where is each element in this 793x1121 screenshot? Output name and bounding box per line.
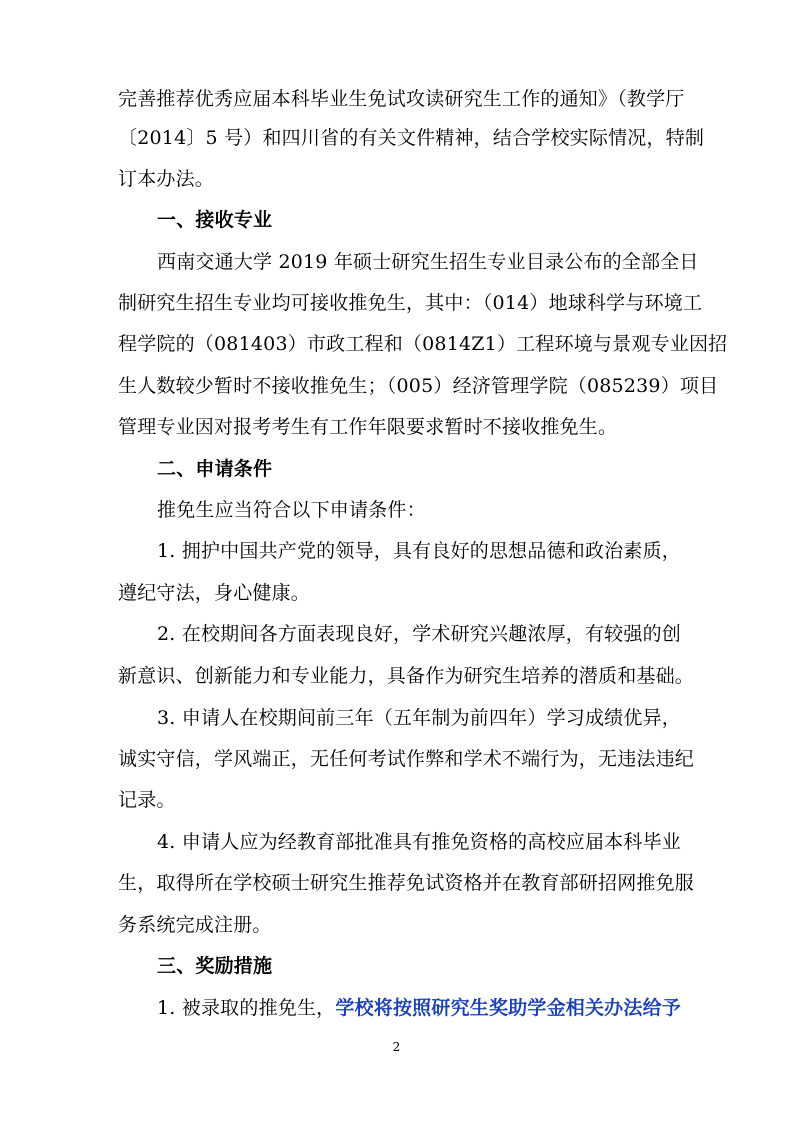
text-line: 制研究生招生专业均可接收推免生，其中：（014）地球科学与环境工: [118, 292, 703, 314]
text-line-with-highlight: [157, 995, 681, 1021]
text-line: 完善推荐优秀应届本科毕业生免试攻读研究生工作的通知》（教学厅: [118, 88, 685, 110]
text-line: 管理专业因对报考考生有工作年限要求暂时不接收推免生。: [118, 416, 618, 438]
section-heading: 二、申请条件: [157, 458, 273, 480]
text-line: 程学院的（081403）市政工程和（0814Z1）工程环境与景观专业因招: [118, 333, 728, 355]
text-line: 记录。: [118, 789, 176, 811]
text-line: 新意识、创新能力和专业能力，具备作为研究生培养的潜质和基础。: [118, 665, 695, 687]
text-line: 推免生应当符合以下申请条件：: [157, 499, 426, 521]
text-line: 〔2014〕5 号）和四川省的有关文件精神，结合学校实际情况，特制: [118, 127, 705, 149]
text-line: 西南交通大学 2019 年硕士研究生招生专业目录公布的全部全日: [157, 251, 699, 273]
text-line: 生人数较少暂时不接收推免生；（005）经济管理学院（085239）项目: [118, 375, 719, 397]
text-line: 诚实守信，学风端正，无任何考试作弊和学术不端行为，无违法违纪: [118, 748, 695, 770]
text-line: 1. 拥护中国共产党的领导，具有良好的思想品德和政治素质，: [157, 540, 681, 562]
text-line: 4. 申请人应为经教育部批准具有推免资格的高校应届本科毕业: [157, 831, 681, 853]
page-number: 2: [392, 1040, 401, 1054]
text-line: 生，取得所在学校硕士研究生推荐免试资格并在教育部研招网推免服: [118, 872, 695, 894]
section-heading: 一、接收专业: [157, 209, 273, 231]
text-line: 订本办法。: [118, 168, 215, 190]
text-line: 3. 申请人在校期间前三年（五年制为前四年）学习成绩优异，: [157, 707, 681, 729]
text-line: 务系统完成注册。: [118, 914, 272, 936]
text-highlight: 学校将按照研究生奖助学金相关办法给予: [335, 997, 681, 1019]
section-heading: 三、奖励措施: [157, 955, 273, 977]
text-line: 2. 在校期间各方面表现良好，学术研究兴趣浓厚，有较强的创: [157, 623, 681, 645]
text-normal: 1. 被录取的推免生，: [157, 997, 336, 1019]
text-line: 遵纪守法，身心健康。: [118, 582, 311, 604]
